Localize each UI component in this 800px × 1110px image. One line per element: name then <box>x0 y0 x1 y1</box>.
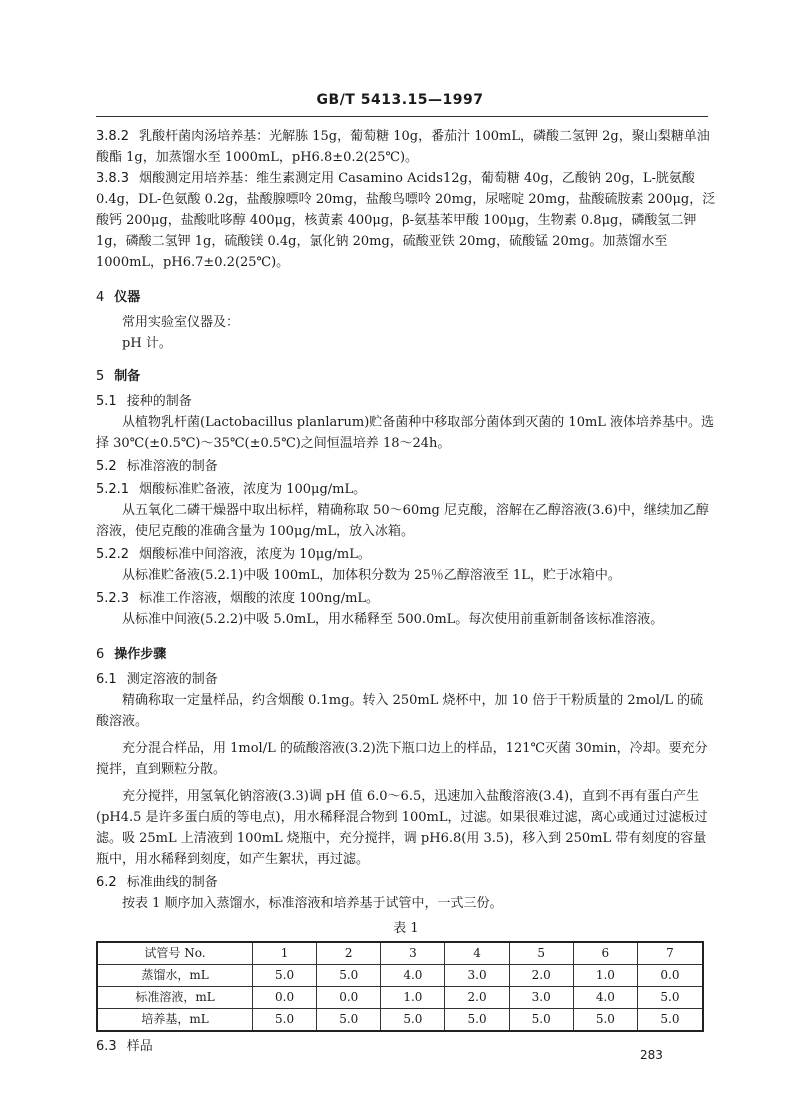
table-header-cell: 6 <box>573 942 637 965</box>
clause-title: 标准溶液的制备 <box>126 459 218 474</box>
table-cell: 5.0 <box>317 965 381 987</box>
table-cell: 4.0 <box>573 987 637 1009</box>
section-title: 仪器 <box>114 290 141 305</box>
clause-title: 标准曲线的制备 <box>126 875 218 890</box>
table-header-cell: 2 <box>317 942 381 965</box>
table-header-cell: 5 <box>509 942 573 965</box>
table-cell: 3.0 <box>445 965 509 987</box>
clause-number: 5.2 <box>96 459 117 474</box>
table-1 <box>96 941 704 1032</box>
table-cell: 标准溶液，mL <box>97 987 253 1009</box>
clause-text: 烟酸测定用培养基：维生素测定用 Casamino Acids12g，葡萄糖 40g，乙酸钠 20g，L-胱氨酸 0.4g，DL-色氨酸 0.2g，盐酸腺嘌呤 20mg，盐酸鸟嘌呤 20mg，尿嘧啶 20mg，盐酸硫胺素 200μg，泛酸钙 200μg，盐酸吡哆醇 400μg，核黄素 400μg，β-氨基苯甲酸 100μg，生物素 0.8μg，磷酸氢二钾 1g，磷酸二氢钾 1g，硫酸镁 0.4g，氯化钠 20mg，硫酸亚铁 20mg，硫酸锰 20mg。加蒸馏水至 1000mL，pH6.7±0.2(25℃)。 <box>96 171 716 270</box>
page-number: 283 <box>640 1048 663 1062</box>
clause-number: 5.2.1 <box>96 482 130 497</box>
document-body <box>96 126 716 1057</box>
section-title: 制备 <box>114 369 141 384</box>
clause-5-1-text: 从植物乳杆菌(Lactobacillus planlarum)贮备菌种中移取部分菌体到灭菌的 10mL 液体培养基中。选择 30℃(±0.5℃)～35℃(±0.5℃)之间恒温培养 18～24h。 <box>96 415 715 451</box>
clause-5-2-2-text: 从标准贮备液(5.2.1)中吸 100mL，加体积分数为 25％乙醇溶液至 1L，贮于冰箱中。 <box>122 568 621 583</box>
table-header-cell: 3 <box>381 942 445 965</box>
table-cell: 1.0 <box>381 987 445 1009</box>
table-cell: 2.0 <box>445 987 509 1009</box>
table-cell: 5.0 <box>637 1009 703 1032</box>
table-cell: 培养基，mL <box>97 1009 253 1032</box>
clause-number: 6.1 <box>96 672 117 687</box>
table-header-cell: 7 <box>637 942 703 965</box>
section-5-heading <box>96 366 716 387</box>
section-number: 6 <box>96 647 105 662</box>
table-cell: 5.0 <box>509 1009 573 1032</box>
clause-5-2-1-text: 从五氧化二磷干燥器中取出标样，精确称取 50～60mg 尼克酸，溶解在乙醇溶液(3.6)中，继续加乙醇溶液，使尼克酸的准确含量为 100μg/mL，放入冰箱。 <box>96 503 709 539</box>
clause-text: 乳酸杆菌肉汤培养基：光解胨 15g，葡萄糖 10g，番茄汁 100mL，磷酸二氢钾 2g，聚山梨糖单油酸酯 1g，加蒸馏水至 1000mL，pH6.8±0.2(25℃)。 <box>96 129 710 165</box>
table-header-cell: 试管号 No. <box>97 942 253 965</box>
table-header-cell: 1 <box>253 942 317 965</box>
table-cell: 4.0 <box>381 965 445 987</box>
table-caption: 表 1 <box>393 921 419 936</box>
table-cell: 3.0 <box>509 987 573 1009</box>
clause-6-1-para2: 充分混合样品，用 1mol/L 的硫酸溶液(3.2)洗下瓶口边上的样品，121℃灭菌 30min，冷却。要充分搅拌，直到颗粒分散。 <box>96 741 708 777</box>
clause-number: 5.1 <box>96 394 117 409</box>
clause-5-2-1-heading <box>96 479 716 500</box>
clause-number: 3.8.3 <box>96 171 130 186</box>
clause-title: 测定溶液的制备 <box>126 672 218 687</box>
table-header-row <box>97 942 703 965</box>
section-number: 4 <box>96 290 105 305</box>
clause-5-2-heading <box>96 456 716 477</box>
table-cell: 0.0 <box>253 987 317 1009</box>
clause-title: 标准工作溶液，烟酸的浓度 100ng/mL。 <box>139 591 380 606</box>
section-4-heading <box>96 287 716 308</box>
clause-number: 6.3 <box>96 1039 117 1054</box>
clause-5-2-2-heading <box>96 544 716 565</box>
table-cell: 5.0 <box>445 1009 509 1032</box>
clause-6-3-heading <box>96 1036 716 1057</box>
clause-title: 烟酸标准贮备液，浓度为 100μg/mL。 <box>139 482 367 497</box>
section-6-heading <box>96 644 716 665</box>
clause-6-1-heading <box>96 669 716 690</box>
clause-title: 烟酸标准中间溶液，浓度为 10μg/mL。 <box>139 547 371 562</box>
table-cell: 5.0 <box>573 1009 637 1032</box>
table-cell: 1.0 <box>573 965 637 987</box>
clause-6-2-text: 按表 1 顺序加入蒸馏水，标准溶液和培养基于试管中，一式三份。 <box>122 896 503 911</box>
table-cell: 0.0 <box>637 965 703 987</box>
table-cell: 5.0 <box>253 1009 317 1032</box>
table-row <box>97 965 703 987</box>
section-4-line2: pH 计。 <box>122 336 172 351</box>
table-cell: 5.0 <box>253 965 317 987</box>
table-cell: 5.0 <box>317 1009 381 1032</box>
table-cell: 0.0 <box>317 987 381 1009</box>
table-header-cell: 4 <box>445 942 509 965</box>
clause-number: 5.2.2 <box>96 547 130 562</box>
clause-6-1-para1: 精确称取一定量样品，约含烟酸 0.1mg。转入 250mL 烧杯中，加 10 倍于干粉质量的 2mol/L 的硫酸溶液。 <box>96 693 704 729</box>
clause-number: 6.2 <box>96 875 117 890</box>
standard-header: GB/T 5413.15—1997 <box>316 92 484 108</box>
table-row <box>97 987 703 1009</box>
table-cell: 5.0 <box>637 987 703 1009</box>
clause-3-8-2 <box>96 126 716 168</box>
clause-3-8-3 <box>96 168 716 273</box>
clause-5-1-heading <box>96 391 716 412</box>
section-number: 5 <box>96 369 105 384</box>
table-cell: 蒸馏水，mL <box>97 965 253 987</box>
clause-number: 5.2.3 <box>96 591 130 606</box>
clause-title: 接种的制备 <box>126 394 192 409</box>
table-row <box>97 1009 703 1032</box>
clause-number: 3.8.2 <box>96 129 130 144</box>
clause-5-2-3-text: 从标准中间液(5.2.2)中吸 5.0mL，用水稀释至 500.0mL。每次使用前重新制备该标准溶液。 <box>122 612 664 627</box>
clause-title: 样品 <box>126 1039 153 1054</box>
clause-6-2-heading <box>96 872 716 893</box>
clause-6-1-para3: 充分搅拌，用氢氧化钠溶液(3.3)调 pH 值 6.0～6.5，迅速加入盐酸溶液(3.4)，直到不再有蛋白产生(pH4.5 是许多蛋白质的等电点)，用水稀释混合物到 100mL，过滤。如果很难过滤，离心或通过过滤板过滤。吸 25mL 上清液到 100mL 烧瓶中，充分搅拌，调 pH6.8(用 3.5)，移入到 250mL 带有刻度的容量瓶中，用水稀释到刻度，如产生絮状，再过滤。 <box>96 789 708 867</box>
section-title: 操作步骤 <box>114 647 167 662</box>
table-cell: 5.0 <box>381 1009 445 1032</box>
section-4-line1: 常用实验室仪器及： <box>122 315 240 330</box>
table-cell: 2.0 <box>509 965 573 987</box>
clause-5-2-3-heading <box>96 588 716 609</box>
header-rule <box>96 116 708 117</box>
